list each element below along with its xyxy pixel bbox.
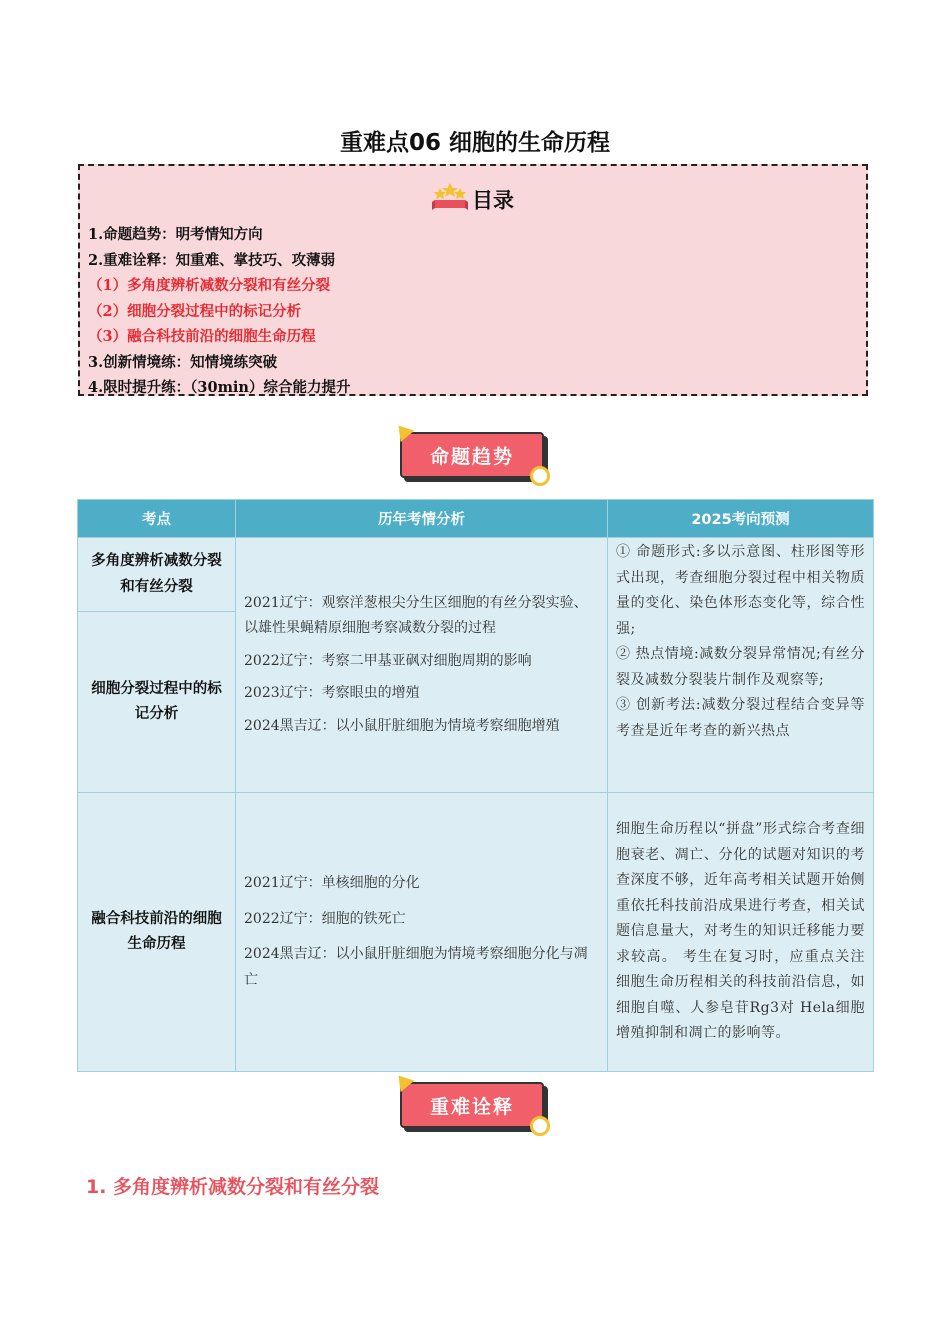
history-line: 2022辽宁：考察二甲基亚砜对细胞周期的影响: [244, 652, 532, 669]
topic-cell: 融合科技前沿的细胞生命历程: [78, 793, 236, 1072]
toc-item: 1.命题趋势：明考情知方向: [88, 226, 263, 243]
topic-cell: 多角度辨析减数分裂和有丝分裂: [78, 538, 236, 612]
history-line: 2024黑吉辽：以小鼠肝脏细胞为情境考察细胞增殖: [244, 717, 560, 734]
toc-header: [80, 182, 866, 217]
history-cell: [236, 538, 608, 793]
toc-item: 2.重难诠释：知重难、掌技巧、攻薄弱: [88, 251, 336, 269]
history-line: 2021辽宁：单核细胞的分化: [244, 875, 420, 891]
column-header: 考点: [78, 500, 236, 538]
table-header-row: [78, 500, 874, 538]
table-row: [78, 538, 874, 612]
page-title: 重难点06 细胞的生命历程: [339, 130, 610, 156]
table-of-contents: [78, 164, 868, 396]
history-line: 2021辽宁：观察洋葱根尖分生区细胞的有丝分裂实验、以雄性果蝇精原细胞考察减数分裂的过程: [244, 594, 588, 637]
stars-ribbon-icon: [432, 182, 468, 217]
prediction-cell: [608, 538, 874, 793]
toc-item: （2）细胞分裂过程中的标记分析: [88, 302, 302, 320]
toc-item: 4.限时提升练：（30min）综合能力提升: [88, 379, 351, 396]
column-header: 2025考向预测: [608, 500, 874, 538]
prediction-line: ② 热点情境:减数分裂异常情况;有丝分裂及减数分裂装片制作及观察等;: [616, 646, 865, 688]
column-header: 历年考情分析: [236, 500, 608, 538]
history-line: 2023辽宁：考察眼虫的增殖: [244, 685, 420, 702]
toc-heading: 目录: [472, 188, 514, 213]
trend-badge: [394, 424, 554, 486]
section-heading: 1. 多角度辨析减数分裂和有丝分裂: [86, 1176, 380, 1198]
toc-item: （1）多角度辨析减数分裂和有丝分裂: [88, 277, 331, 294]
toc-item: 3.创新情境练：知情境练突破: [88, 353, 278, 371]
history-cell: [236, 793, 608, 1072]
table-row: [78, 793, 874, 1072]
toc-item: （3）融合科技前沿的细胞生命历程: [88, 328, 316, 345]
ring-icon: [530, 1116, 550, 1136]
ring-icon: [530, 466, 550, 486]
topic-cell: 细胞分裂过程中的标记分析: [78, 612, 236, 793]
explain-badge: [394, 1074, 554, 1136]
prediction-cell: 细胞生命历程以“拼盘”形式综合考查细胞衰老、凋亡、分化的试题对知识的考查深度不够，近年高考相关试题开始侧重依托科技前沿成果进行考查，相关试题信息量大，对考生的知识迁移能力要求较高。 考生在复习时，应重点关注细胞生命历程相关的科技前沿信息，如细胞自噬、人参皂苷Rg3对 Hela细胞增殖抑制和凋亡的影响等。: [608, 793, 874, 1072]
history-line: 2024黑吉辽：以小鼠肝脏细胞为情境考察细胞分化与凋亡: [244, 946, 588, 988]
prediction-line: ① 命题形式:多以示意图、柱形图等形式出现，考查细胞分裂过程中相关物质量的变化、染色体形态变化等，综合性强;: [616, 544, 865, 637]
trend-badge-label: 命题趋势: [400, 432, 544, 478]
explain-badge-label: 重难诠释: [400, 1082, 544, 1128]
prediction-line: ③ 创新考法:减数分裂过程结合变异等考查是近年考查的新兴热点: [616, 697, 865, 739]
toc-list: [88, 222, 350, 401]
history-line: 2022辽宁：细胞的铁死亡: [244, 910, 406, 927]
exam-analysis-table: [77, 499, 874, 1072]
